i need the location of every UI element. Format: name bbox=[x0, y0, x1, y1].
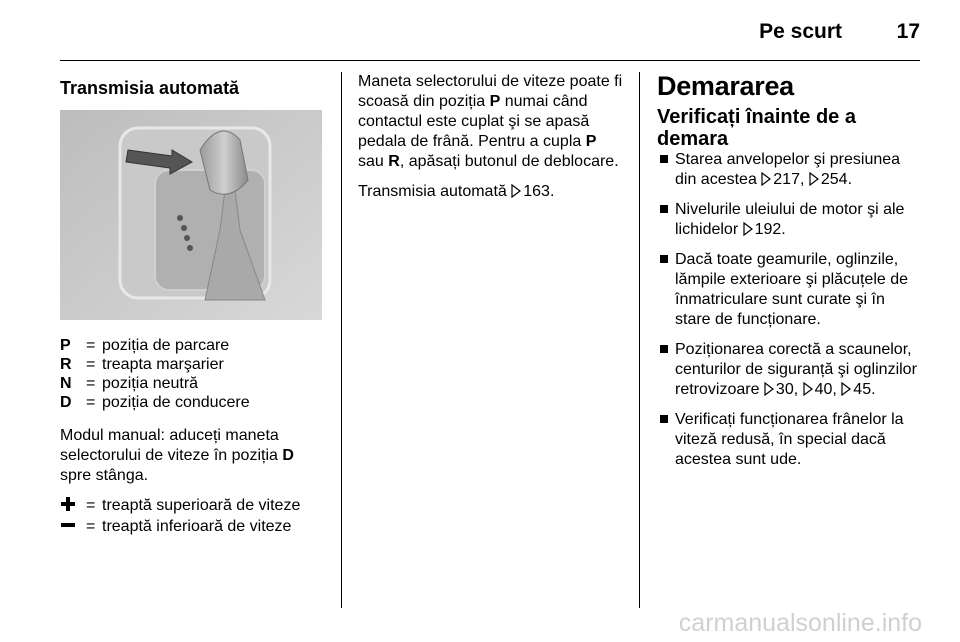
page-reference-link[interactable]: 192. bbox=[754, 221, 786, 238]
legend-definition: treaptă inferioară de viteze bbox=[102, 518, 292, 535]
legend-definition: poziția de conducere bbox=[102, 394, 250, 411]
item-text: Dacă toate geamurile, oglinzile, lămpile exterioare şi plăcuțele de înmatriculare sunt curate şi în stare de funcționare. bbox=[675, 251, 909, 328]
item-text: Nivelurile uleiului de motor şi ale lichidelor bbox=[675, 201, 905, 238]
list-item bbox=[657, 150, 923, 190]
page-reference-link[interactable]: 254. bbox=[820, 171, 853, 188]
page-ref-arrow-icon bbox=[841, 382, 851, 396]
text-span: sau bbox=[358, 153, 389, 170]
bullet-square-icon bbox=[660, 345, 668, 353]
running-title: Pe scurt bbox=[759, 20, 842, 43]
bold-p: P bbox=[489, 93, 501, 110]
text-span: Maneta selectorului de viteze poate fi scoasă din poziția bbox=[358, 73, 623, 110]
item-text: Poziționarea corectă a scaunelor, centurilor de siguranță şi oglinzilor retrovizoare bbox=[675, 341, 917, 398]
legend-key: P bbox=[60, 337, 71, 354]
legend-equals: = bbox=[86, 394, 96, 411]
page-reference-link[interactable]: 217, bbox=[773, 171, 809, 188]
legend-key: N bbox=[60, 375, 72, 392]
legend-definition: treaptă superioară de viteze bbox=[102, 497, 301, 514]
page-ref-arrow-icon bbox=[761, 172, 771, 186]
section-title: Demararea bbox=[657, 71, 794, 101]
manual-bold-d: D bbox=[282, 447, 294, 464]
legend-definition: poziția de parcare bbox=[102, 337, 230, 354]
subsection-title: Verificați înainte de a demara bbox=[657, 106, 856, 150]
manual-text-end: spre stânga. bbox=[60, 467, 149, 484]
bullet-square-icon bbox=[660, 255, 668, 263]
column-middle bbox=[358, 72, 626, 212]
page-ref-arrow-icon bbox=[809, 172, 819, 186]
automatic-gear-selector-illustration bbox=[60, 110, 322, 320]
column-divider bbox=[639, 72, 640, 608]
legend-row bbox=[60, 496, 326, 517]
list-item bbox=[657, 200, 923, 240]
column-divider bbox=[341, 72, 342, 608]
item-text: Starea anvelopelor şi presiunea din acestea bbox=[675, 151, 901, 188]
legend-row bbox=[60, 393, 326, 412]
section-heading: Transmisia automată bbox=[60, 78, 240, 98]
text-span: Transmisia automată bbox=[358, 183, 512, 200]
list-item bbox=[657, 250, 923, 330]
legend-equals: = bbox=[86, 497, 96, 514]
column-right bbox=[657, 72, 923, 480]
bullet-square-icon bbox=[660, 415, 668, 423]
text-span: numai când contactul este cuplat şi se apasă pedala de frână. Pentru a cupla bbox=[358, 93, 590, 150]
manual-signs-legend bbox=[60, 496, 326, 538]
checklist bbox=[657, 150, 923, 470]
gear-position-legend bbox=[60, 336, 326, 412]
page-reference-link[interactable]: 40, bbox=[814, 381, 842, 398]
bullet-square-icon bbox=[660, 155, 668, 163]
legend-key: D bbox=[60, 394, 72, 411]
legend-equals: = bbox=[86, 356, 96, 373]
legend-equals: = bbox=[86, 375, 96, 392]
column-left bbox=[60, 72, 326, 538]
page-number: 17 bbox=[896, 20, 920, 43]
page-ref-arrow-icon bbox=[764, 382, 774, 396]
gear-selector-figure bbox=[60, 110, 322, 320]
page-header bbox=[0, 0, 960, 62]
page-ref-arrow-icon bbox=[743, 222, 753, 236]
legend-equals: = bbox=[86, 337, 96, 354]
legend-equals: = bbox=[86, 518, 96, 535]
page-ref-arrow-icon bbox=[511, 184, 521, 198]
page-reference-link[interactable]: 30, bbox=[775, 381, 803, 398]
selector-paragraph bbox=[358, 72, 626, 172]
legend-row bbox=[60, 355, 326, 374]
plus-icon bbox=[60, 496, 86, 517]
manual-text: Modul manual: aduceți maneta selectorului de viteze în poziția bbox=[60, 427, 283, 464]
legend-row bbox=[60, 374, 326, 393]
legend-row bbox=[60, 517, 326, 538]
page-reference-link[interactable]: 163. bbox=[523, 183, 555, 200]
list-item bbox=[657, 410, 923, 470]
bold-r: R bbox=[388, 153, 400, 170]
watermark: carmanualsonline.info bbox=[678, 609, 922, 637]
minus-icon bbox=[60, 517, 86, 538]
text-span: , apăsați butonul de deblocare. bbox=[399, 153, 619, 170]
legend-key: R bbox=[60, 356, 72, 373]
page-ref-arrow-icon bbox=[803, 382, 813, 396]
header-rule bbox=[60, 60, 920, 61]
bold-p: P bbox=[585, 133, 597, 150]
page-reference-link[interactable]: 45. bbox=[853, 381, 876, 398]
item-text: Verificați funcționarea frânelor la viteză redusă, în special dacă acestea sunt ude. bbox=[675, 411, 904, 468]
legend-row bbox=[60, 336, 326, 355]
manual-mode-paragraph bbox=[60, 426, 326, 486]
bullet-square-icon bbox=[660, 205, 668, 213]
legend-definition: poziția neutră bbox=[102, 375, 199, 392]
reference-paragraph bbox=[358, 182, 626, 202]
legend-definition: treapta marşarier bbox=[102, 356, 224, 373]
list-item bbox=[657, 340, 923, 400]
